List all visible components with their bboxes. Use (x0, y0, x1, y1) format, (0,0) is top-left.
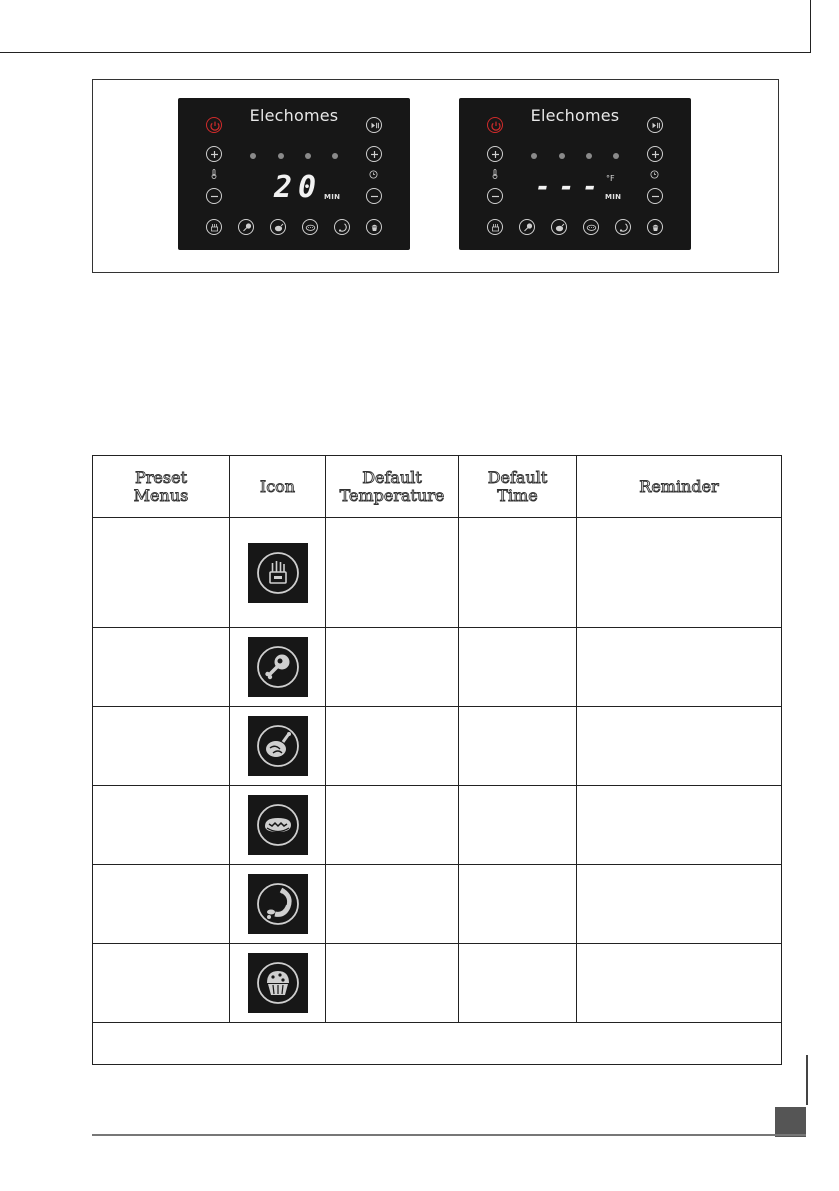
clock-icon (369, 170, 378, 179)
minus-icon (207, 189, 223, 205)
preset-shrimp-button[interactable] (334, 219, 350, 235)
time-minus-button[interactable] (366, 188, 382, 204)
steak-icon (248, 795, 308, 855)
preset-cake-button[interactable] (366, 219, 382, 235)
minus-icon (367, 189, 383, 205)
shrimp-icon (616, 220, 632, 236)
temp-minus-button[interactable] (487, 188, 503, 204)
preset-drumstick-button[interactable] (238, 219, 254, 235)
steak-icon (584, 220, 600, 236)
shrimp-icon (248, 874, 308, 934)
page-tab (775, 1107, 806, 1137)
plus-icon (207, 147, 223, 163)
power-icon (488, 118, 504, 134)
edge-tab-marker (806, 1055, 808, 1105)
preset-cake-button[interactable] (647, 219, 663, 235)
chicken-icon (552, 220, 568, 236)
display-digits: --- (535, 172, 606, 202)
preset-steak-button[interactable] (583, 219, 599, 235)
header-icon: Icon (230, 456, 326, 518)
brand-logo: Elechomes (249, 106, 339, 125)
table-footer-row (93, 1023, 782, 1065)
fries-icon (248, 543, 308, 603)
start-pause-button[interactable] (366, 117, 382, 133)
table-row (93, 518, 782, 628)
table-header-row (93, 456, 782, 518)
power-button[interactable] (206, 117, 222, 133)
footer-rule (92, 1134, 806, 1136)
plus-icon (648, 147, 664, 163)
thermometer-icon (210, 169, 218, 179)
display-digits: 20 (274, 170, 323, 205)
control-panel-temp-display (459, 98, 691, 250)
indicator-dot (586, 153, 592, 159)
preset-shrimp-button[interactable] (615, 219, 631, 235)
control-panel-time-display (178, 98, 410, 250)
power-button[interactable] (487, 117, 503, 133)
brand-logo: Elechomes (530, 106, 620, 125)
indicator-dot (278, 153, 284, 159)
thermometer-icon (491, 169, 499, 179)
temp-minus-button[interactable] (206, 188, 222, 204)
indicator-dot (531, 153, 537, 159)
indicator-dot (305, 153, 311, 159)
minus-icon (488, 189, 504, 205)
table-row (93, 628, 782, 707)
cake-icon (367, 220, 383, 236)
preset-steak-button[interactable] (302, 219, 318, 235)
preset-fries-button[interactable] (487, 219, 503, 235)
preset-chicken-button[interactable] (551, 219, 567, 235)
control-panel-figure (92, 79, 779, 273)
display-unit: MIN (605, 193, 622, 201)
header-preset-menus: Preset Menus (93, 456, 230, 518)
cake-icon (248, 953, 308, 1013)
chicken-icon (248, 716, 308, 776)
indicator-dot (250, 153, 256, 159)
temp-plus-button[interactable] (487, 146, 503, 162)
display-unit: MIN (324, 193, 341, 201)
shrimp-icon (335, 220, 351, 236)
clock-icon (650, 170, 659, 179)
table-row (93, 944, 782, 1023)
plus-icon (367, 147, 383, 163)
time-minus-button[interactable] (647, 188, 663, 204)
indicator-dot (613, 153, 619, 159)
crop-mark (0, 0, 811, 53)
preset-drumstick-button[interactable] (519, 219, 535, 235)
preset-chicken-button[interactable] (270, 219, 286, 235)
table-row (93, 865, 782, 944)
plus-icon (488, 147, 504, 163)
fries-icon (488, 220, 504, 236)
drumstick-icon (520, 220, 536, 236)
indicator-dot (559, 153, 565, 159)
preset-fries-button[interactable] (206, 219, 222, 235)
power-icon (207, 118, 223, 134)
time-plus-button[interactable] (366, 146, 382, 162)
chicken-icon (271, 220, 287, 236)
drumstick-icon (248, 637, 308, 697)
cake-icon (648, 220, 664, 236)
header-default-temperature: Default Temperature (326, 456, 459, 518)
table-row (93, 707, 782, 786)
table-row (93, 786, 782, 865)
minus-icon (648, 189, 664, 205)
table-footer-note (93, 1023, 782, 1065)
fries-icon (207, 220, 223, 236)
time-plus-button[interactable] (647, 146, 663, 162)
header-reminder: Reminder (577, 456, 782, 518)
start-pause-button[interactable] (647, 117, 663, 133)
drumstick-icon (239, 220, 255, 236)
steak-icon (303, 220, 319, 236)
play-pause-icon (367, 118, 383, 134)
indicator-dot (332, 153, 338, 159)
preset-menu-table (92, 455, 782, 1065)
play-pause-icon (648, 118, 664, 134)
header-default-time: Default Time (459, 456, 577, 518)
degree-unit-label: °F (606, 174, 615, 183)
temp-plus-button[interactable] (206, 146, 222, 162)
